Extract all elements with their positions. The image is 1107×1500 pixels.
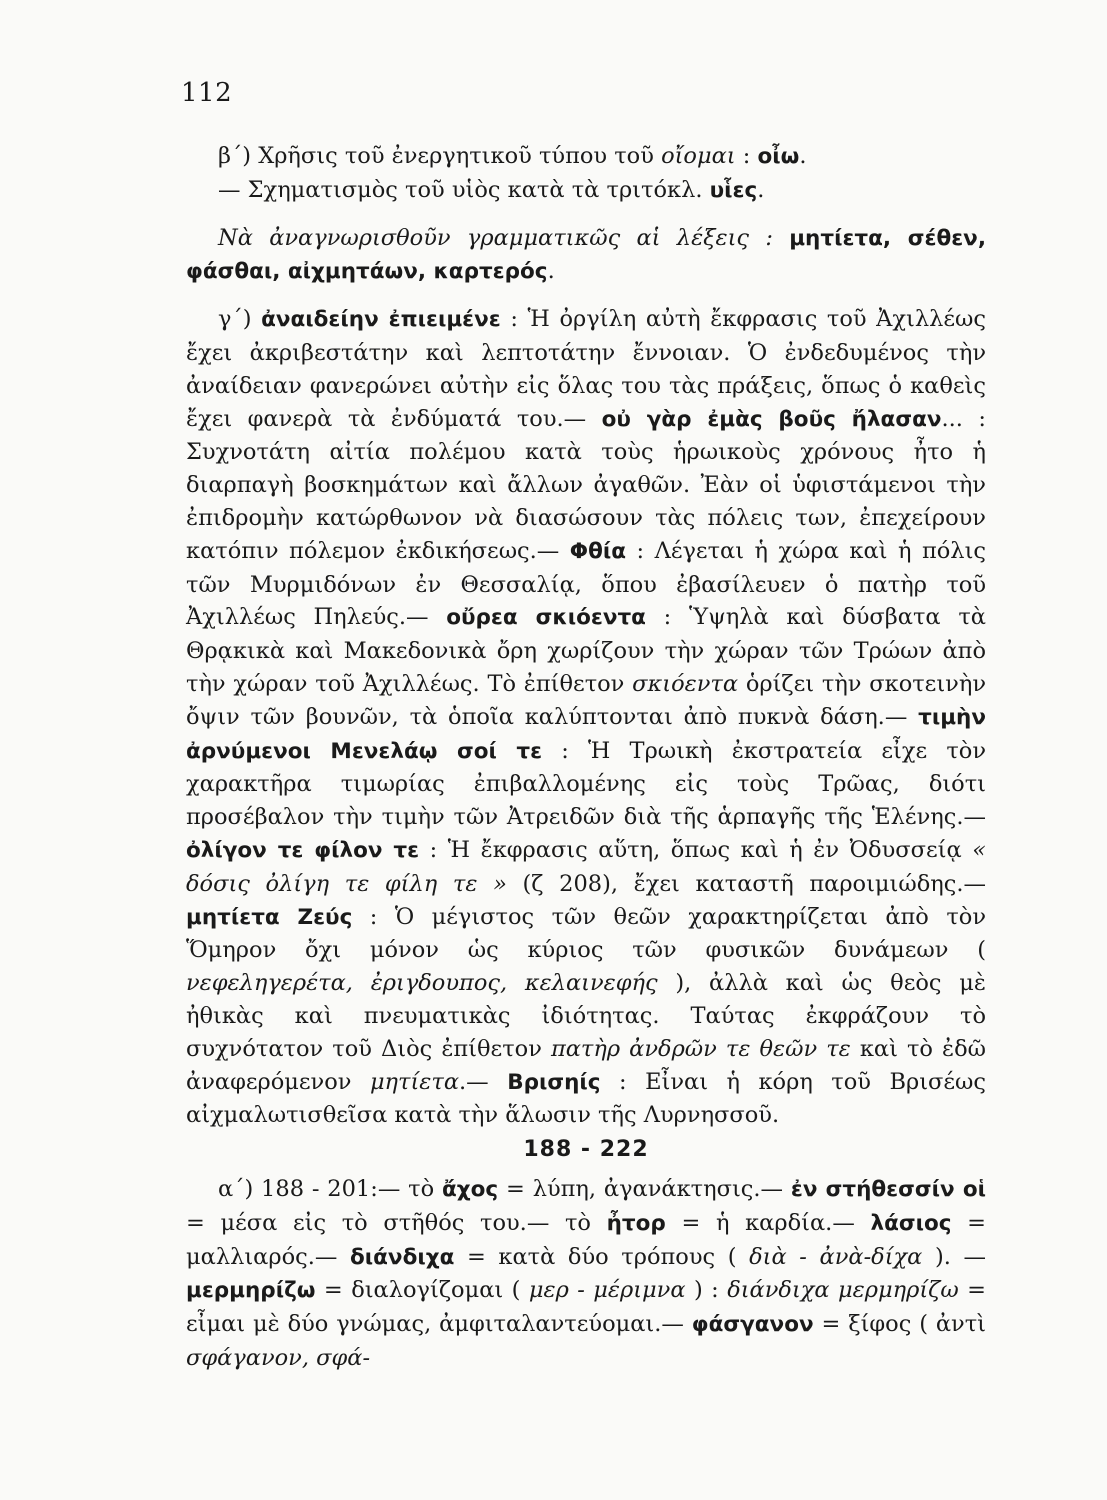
section-heading: [186, 1134, 986, 1167]
text-run: = διαλογίζομαι (: [315, 1277, 529, 1304]
paragraph: [186, 303, 986, 1132]
text-run: καὶ τὸ ἐδῶ ἀναφερόμενον: [186, 1035, 987, 1095]
text-run: ) :: [685, 1277, 728, 1304]
paragraph: [186, 1173, 986, 1375]
italic-text: σκιόεντα: [632, 670, 739, 697]
bold-term: ἀναιδείην ἐπιειμένε: [261, 307, 501, 333]
bold-term: υἷες: [709, 177, 758, 203]
text-run: .: [757, 176, 765, 203]
text-run: :: [735, 143, 758, 169]
italic-text: μερ - μέριμνα: [528, 1277, 686, 1304]
text-run: = μαλλιαρός.—: [186, 1209, 986, 1270]
bold-term: τιμὴν ἀρνύμενοι Μενελάῳ σοί τε: [186, 704, 986, 764]
paragraph: [186, 174, 986, 208]
italic-text: διὰ - ἀνὰ-δίχα: [749, 1243, 923, 1270]
bold-term: ὀλίγον τε φίλον τε: [186, 837, 420, 863]
text-run: = εἶμαι μὲ δύο γνώμας, ἀμφιταλαντεύομαι.—: [186, 1277, 986, 1338]
text-run: : Λέγεται ἡ χώρα καὶ ἡ πόλις τῶν Μυρμιδόνων ἐν Θεσσαλίᾳ, ὅπου ἐβασίλευεν ὁ πατὴρ τοῦ Ἀχιλλέως Πηλεύς.—: [186, 537, 986, 631]
text-run: ὁρίζει τὴν σκοτεινὴν ὄψιν τῶν βουνῶν, τὰ ὁποῖα καλύπτονται ἀπὸ πυκνὰ δάση.—: [186, 670, 986, 730]
text-run: β΄) Χρῆσις τοῦ ἐνεργητικοῦ τύπου τοῦ: [218, 143, 662, 169]
text-run: : Ἡ Τρωικὴ ἐκστρατεία εἶχε τὸν χαρακτῆρα τιμωρίας ἐπιβαλλομένης εἰς τοὺς Τρῶας, διότι προσέβαλον τὴν τιμὴν τῶν Ἀτρειδῶν διὰ τῆς ἁρπαγῆς τῆς Ἑλένης.—: [186, 737, 986, 831]
text-run: ), ἀλλὰ καὶ ὡς θεὸς μὲ ἠθικὰς καὶ πνευματικὰς ἰδιότητας. Ταύτας ἐκφράζουν τὸ συχνότατον τοῦ Διὸς ἐπίθετον: [186, 970, 986, 1062]
text-run: = ἡ καρδία.—: [665, 1209, 871, 1236]
text-run: .: [547, 258, 555, 285]
bold-term: ἐν στήθεσσίν οἱ: [790, 1176, 986, 1202]
italic-text: οἴομαι: [661, 143, 736, 169]
text-run: ). —: [922, 1243, 987, 1270]
bold-term: οὔρεα σκιόεντα: [446, 605, 646, 631]
text-run: : Ἡ ὀργίλη αὐτὴ ἔκφρασις τοῦ Ἀχιλλέως ἔχει ἀκριβεστάτην καὶ λεπτοτάτην ἔννοιαν. Ὁ ἐνδεδυμένος τὴν ἀναίδειαν φανερώνει αὐτὴν εἰς ὅλας του τὰς πράξεις, ὅπως ὁ καθεὶς ἔχει φανερὰ τὰ ἐνδύματά του.—: [186, 306, 986, 432]
bold-term: Φθία: [569, 538, 626, 564]
bold-term: ἦτορ: [606, 1210, 666, 1236]
text-run: .: [799, 143, 807, 169]
text-run: α΄) 188 - 201:— τὸ: [218, 1175, 442, 1202]
text-run: (ζ 208), ἔχει καταστῆ παροιμιώδης.—: [506, 870, 986, 897]
bold-term: μητίετα Ζεύς: [186, 904, 353, 930]
text-run: ... : Συχνοτάτη αἰτία πολέμου κατὰ τοὺς ἡρωικοὺς χρόνους ἦτο ἡ διαρπαγὴ βοσκημάτων καὶ ἄλλων ἀγαθῶν. Ἐὰν οἱ ὑφιστάμενοι τὴν ἐπιδρομὴν κατώρθωνον νὰ διασώσουν τὰς πόλεις των, ἐπεχείρουν κατόπιν πόλεμον ἐκδικήσεως.—: [186, 405, 986, 564]
bold-term: μητίετα, σέθεν, φάσθαι, αἰχμητάων, καρτερός: [186, 225, 986, 285]
text-run: 188 - 222: [523, 1137, 649, 1163]
page-number: 112: [181, 78, 233, 108]
bold-term: Βρισηίς: [507, 1069, 601, 1095]
bold-term: λάσιος: [870, 1210, 952, 1236]
italic-text: νεφεληγερέτα, ἐριγδουπος, κελαινεφής: [186, 970, 658, 997]
italic-text: « δόσις ὀλίγη τε φίλη τε »: [186, 836, 986, 897]
bold-term: φάσγανον: [691, 1312, 814, 1338]
text-run: : Ἡ ἔκφρασις αὕτη, ὅπως καὶ ἡ ἐν Ὀδυσσείᾳ: [419, 836, 973, 863]
italic-text: σφάγανον, σφά-: [186, 1344, 371, 1371]
italic-text: μητίετα: [369, 1068, 460, 1095]
bold-term: οἶω: [757, 144, 800, 169]
text-run: = μέσα εἰς τὸ στῆθός του.— τὸ: [186, 1209, 607, 1236]
italic-text: πατὴρ ἀνδρῶν τε θεῶν τε: [550, 1035, 851, 1062]
paragraph: [186, 140, 986, 174]
text-run: : Ὑψηλὰ καὶ δύσβατα τὰ Θρᾳκικὰ καὶ Μακεδονικὰ ὄρη χωρίζουν τὴν χώραν τῶν Τρώων ἀπὸ τὴν χώραν τοῦ Ἀχιλλέως. Τὸ ἐπίθετον: [186, 604, 986, 697]
bold-term: ἄχος: [442, 1176, 499, 1202]
text-run: : Εἶναι ἡ κόρη τοῦ Βρισέως αἰχμαλωτισθεῖσα κατὰ τὴν ἅλωσιν τῆς Λυρνησσοῦ.: [186, 1068, 987, 1129]
body-text: [186, 140, 986, 1375]
bold-term: μερμηρίζω: [186, 1278, 316, 1304]
text-run: — Σχηματισμὸς τοῦ υἱὸς κατὰ τὰ τριτόκλ.: [218, 176, 710, 203]
text-run: : Ὁ μέγιστος τῶν θεῶν χαρακτηρίζεται ἀπὸ τὸν Ὅμηρον ὄχι μόνον ὡς κύριος τῶν φυσικῶν δυνάμεων (: [186, 903, 986, 964]
text-run: γ΄): [218, 306, 262, 333]
bold-term: οὐ γὰρ ἐμὰς βοῦς ἤλασαν: [601, 406, 942, 432]
text-run: = ξίφος ( ἀντὶ: [813, 1311, 986, 1338]
bold-term: διάνδιχα: [350, 1244, 455, 1270]
paragraph: [186, 222, 986, 290]
italic-text: Νὰ ἀναγνωρισθοῦν γραμματικῶς αἱ λέξεις :: [218, 224, 790, 251]
italic-text: διάνδιχα μερμηρίζω: [727, 1277, 959, 1304]
text-run: .—: [459, 1068, 508, 1095]
text-run: = λύπη, ἀγανάκτησις.—: [498, 1175, 791, 1202]
text-run: = κατὰ δύο τρόπους (: [454, 1243, 750, 1270]
